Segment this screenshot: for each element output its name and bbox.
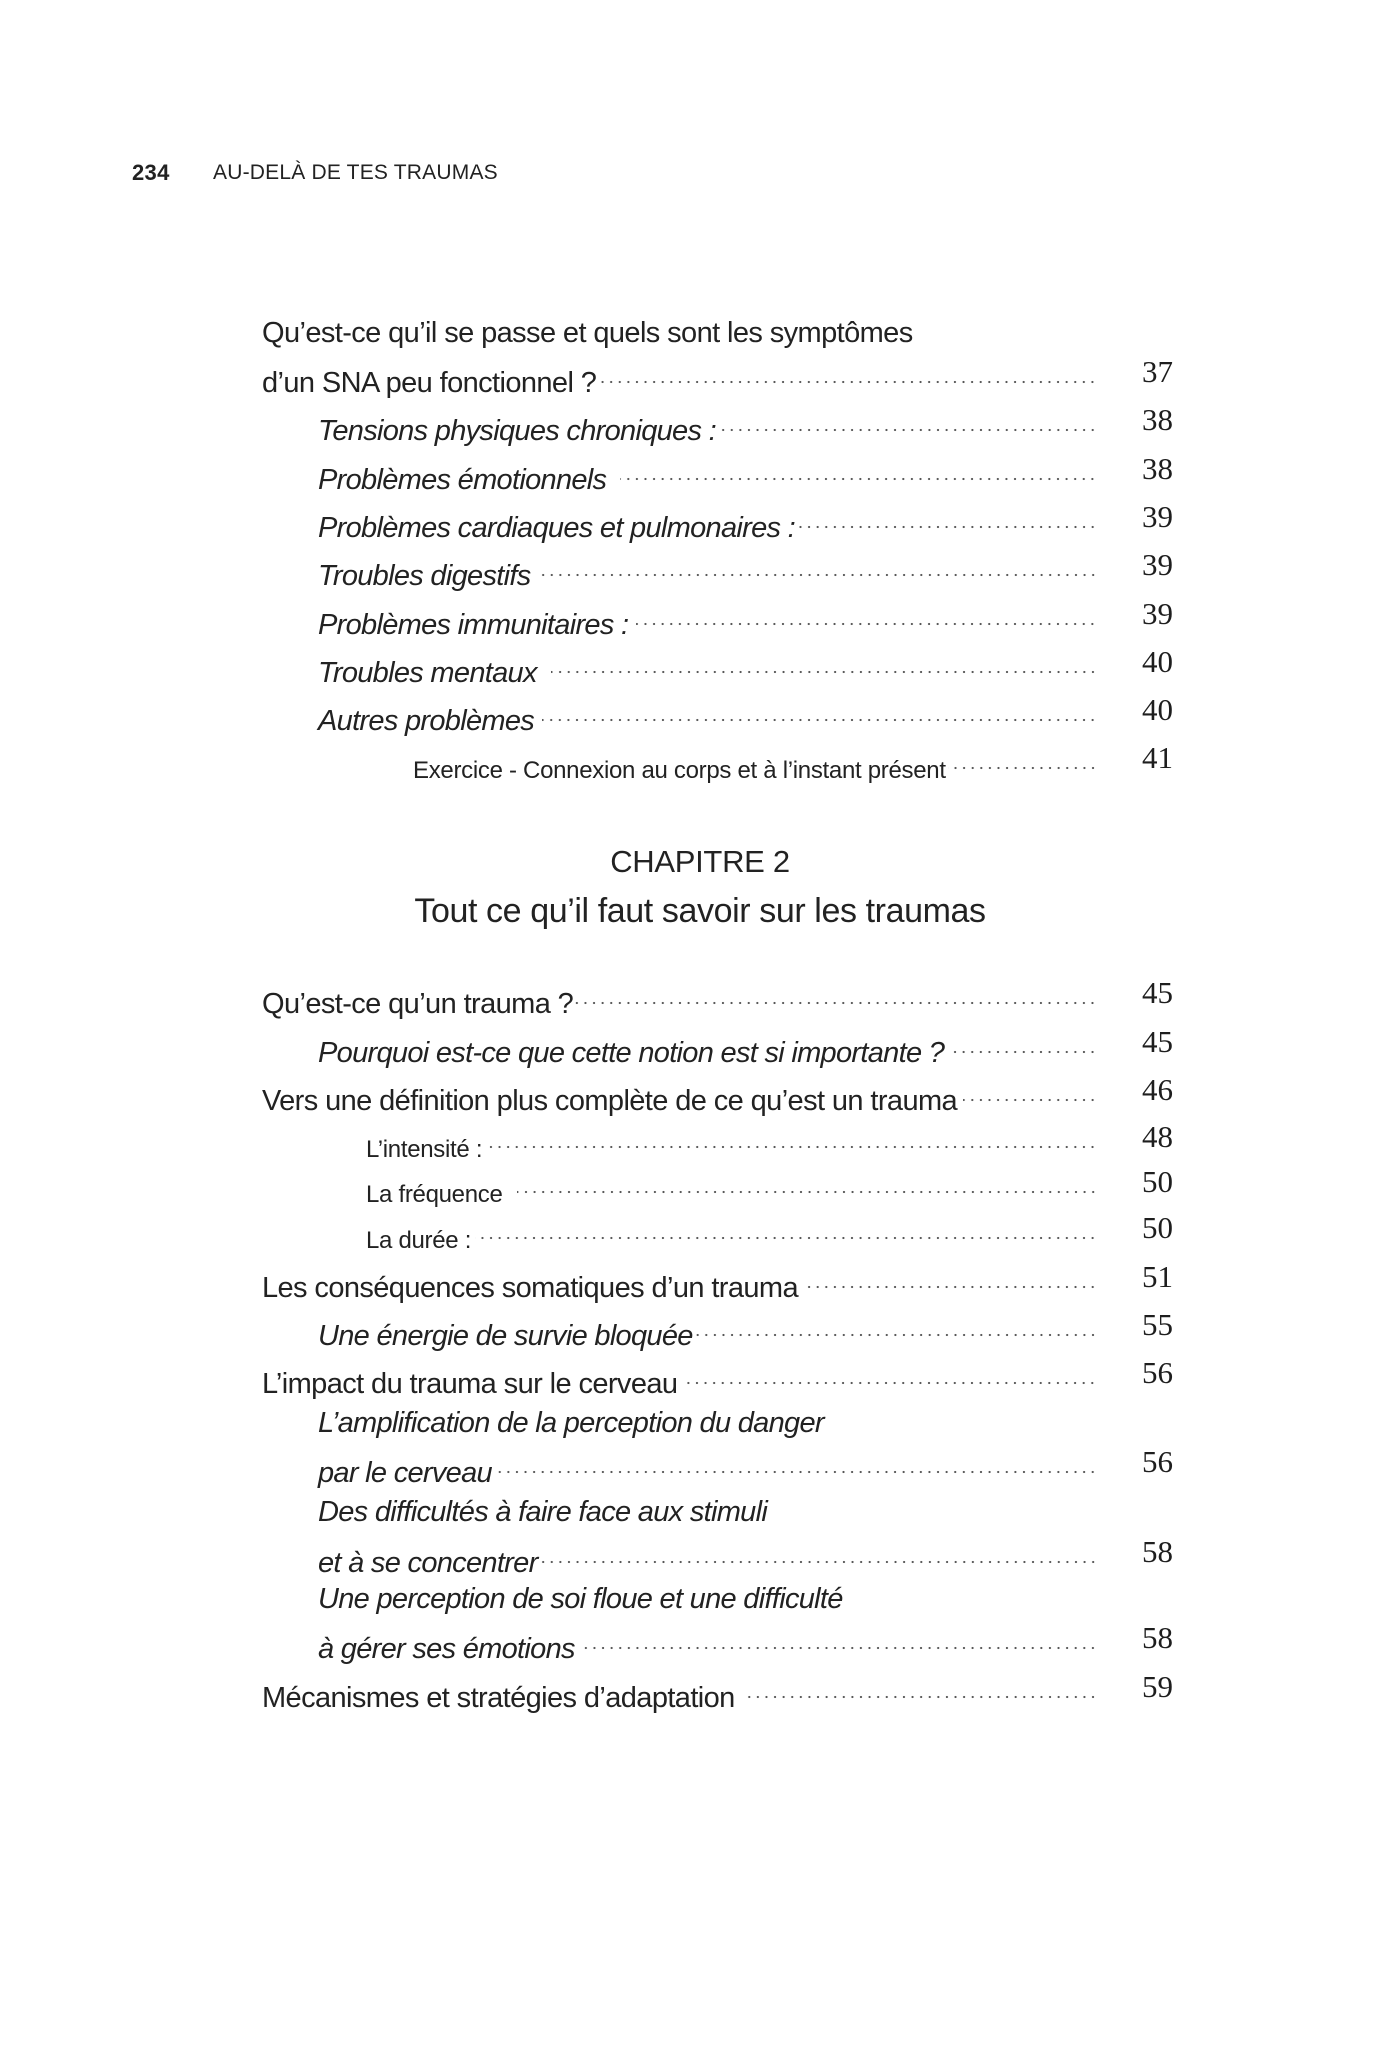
toc-entry-title: Une énergie de survie bloquée	[318, 1320, 693, 1352]
dot-leader	[802, 1257, 1097, 1297]
dot-leader	[539, 545, 1097, 585]
dot-leader	[540, 1532, 1097, 1572]
chapter-title: Tout ce qu’il faut savoir sur les traumas	[414, 892, 986, 930]
toc-page-number: 46	[1142, 1072, 1173, 1107]
toc-entry[interactable]	[0, 1305, 1400, 1352]
toc-entry-title: Problèmes émotionnels	[318, 464, 607, 496]
toc-page-number: 38	[1142, 402, 1173, 437]
dot-leader	[494, 1442, 1097, 1482]
toc-entry-title: Les conséquences somatiques d’un trauma	[262, 1272, 798, 1304]
toc-entry-title: L’intensité :	[366, 1136, 483, 1163]
toc-page-number: 41	[1142, 740, 1173, 775]
dot-leader	[551, 642, 1097, 682]
toc-entry[interactable]	[0, 1532, 1400, 1579]
dot-leader	[952, 1022, 1097, 1062]
dot-leader	[695, 1305, 1097, 1345]
toc-entry-title: Exercice - Connexion au corps et à l’instant présent	[413, 757, 946, 784]
toc-entry[interactable]	[0, 545, 1400, 592]
toc-entry-title: La fréquence	[366, 1181, 503, 1208]
running-title: AU-DELÀ DE TES TRAUMAS	[213, 161, 498, 184]
toc-entry[interactable]	[0, 1162, 1400, 1208]
dot-leader	[743, 1667, 1097, 1707]
toc-entry[interactable]	[0, 1070, 1400, 1117]
toc-entry[interactable]	[0, 1442, 1400, 1489]
toc-entry[interactable]	[0, 973, 1400, 1020]
toc-entry-first-line: Une perception de soi floue et une difficulté	[318, 1583, 843, 1615]
toc-entry-title: à gérer ses émotions	[318, 1633, 575, 1665]
dot-leader	[600, 352, 1097, 392]
toc-entry-title: Autres problèmes	[318, 705, 535, 737]
toc-page-number: 56	[1142, 1444, 1173, 1479]
toc-entry[interactable]	[0, 1208, 1400, 1254]
toc-entry[interactable]	[0, 642, 1400, 689]
toc-page-number: 56	[1142, 1355, 1173, 1390]
toc-entry-title: La durée :	[366, 1227, 472, 1254]
toc-page-number: 39	[1142, 547, 1173, 582]
toc-page-number: 50	[1142, 1210, 1173, 1245]
toc-entry-title: Qu’est-ce qu’un trauma ?	[262, 988, 574, 1020]
toc-page-number: 51	[1142, 1259, 1173, 1294]
dot-leader	[636, 594, 1097, 634]
page-number: 234	[132, 160, 170, 185]
toc-page-number: 58	[1142, 1620, 1173, 1655]
toc-entry[interactable]	[0, 449, 1400, 496]
dot-leader	[575, 973, 1097, 1013]
toc-page-number: 39	[1142, 499, 1173, 534]
toc-entry[interactable]	[0, 1618, 1400, 1665]
toc-page-number: 38	[1142, 451, 1173, 486]
dot-leader	[687, 1353, 1097, 1393]
toc-page-number: 40	[1142, 692, 1173, 727]
dot-leader	[583, 1618, 1097, 1658]
toc-page-number: 59	[1142, 1669, 1173, 1704]
toc-page-number: 58	[1142, 1534, 1173, 1569]
toc-entry-exercise[interactable]	[0, 738, 1400, 784]
dot-leader	[542, 690, 1097, 730]
toc-entry[interactable]	[0, 1022, 1400, 1069]
toc-entry-title: Pourquoi est-ce que cette notion est si importante ?	[318, 1037, 945, 1069]
toc-entry[interactable]	[0, 1117, 1400, 1163]
toc-entry-first-line: L’amplification de la perception du danger	[318, 1407, 824, 1439]
toc-entry[interactable]	[0, 1667, 1400, 1714]
toc-entry[interactable]	[0, 1353, 1400, 1400]
dot-leader	[517, 1162, 1097, 1202]
toc-entry-first-line: Qu’est-ce qu’il se passe et quels sont les symptômes	[262, 317, 913, 349]
dot-leader	[948, 738, 1097, 778]
toc-entry-title: d’un SNA peu fonctionnel ?	[262, 367, 597, 399]
toc-page-number: 45	[1142, 975, 1173, 1010]
toc-entry[interactable]	[0, 497, 1400, 544]
dot-leader	[620, 449, 1097, 489]
toc-entry-title: Problèmes immunitaires :	[318, 609, 629, 641]
toc-page-number: 55	[1142, 1307, 1173, 1342]
toc-entry-title: Problèmes cardiaques et pulmonaires :	[318, 512, 796, 544]
toc-page-number: 45	[1142, 1024, 1173, 1059]
toc-entry-title: L’impact du trauma sur le cerveau	[262, 1368, 678, 1400]
toc-entry[interactable]	[0, 594, 1400, 641]
toc-entry-title: et à se concentrer	[318, 1547, 538, 1579]
toc-page-number: 50	[1142, 1164, 1173, 1199]
toc-page-number: 40	[1142, 644, 1173, 679]
toc-entry-title: Troubles digestifs	[318, 560, 531, 592]
dot-leader	[799, 497, 1097, 537]
toc-entry[interactable]	[0, 400, 1400, 447]
toc-page-number: 39	[1142, 596, 1173, 631]
toc-entry-title: Troubles mentaux	[318, 657, 537, 689]
toc-entry-title: Tensions physiques chroniques :	[318, 415, 716, 447]
toc-entry-first-line: Des difficultés à faire face aux stimuli	[318, 1496, 768, 1528]
toc-page-number: 37	[1142, 354, 1173, 389]
toc-entry-title: Vers une définition plus complète de ce qu’est un trauma	[262, 1085, 958, 1117]
dot-leader	[486, 1117, 1097, 1157]
toc-entry-title: par le cerveau	[318, 1457, 492, 1489]
dot-leader	[720, 400, 1097, 440]
chapter-label: CHAPITRE 2	[610, 844, 790, 879]
toc-entry[interactable]	[0, 352, 1400, 399]
toc-entry[interactable]	[0, 690, 1400, 737]
toc-page-number: 48	[1142, 1119, 1173, 1154]
toc-entry[interactable]	[0, 1257, 1400, 1304]
dot-leader	[963, 1070, 1097, 1110]
dot-leader	[475, 1208, 1097, 1248]
toc-entry-title: Mécanismes et stratégies d’adaptation	[262, 1682, 735, 1714]
